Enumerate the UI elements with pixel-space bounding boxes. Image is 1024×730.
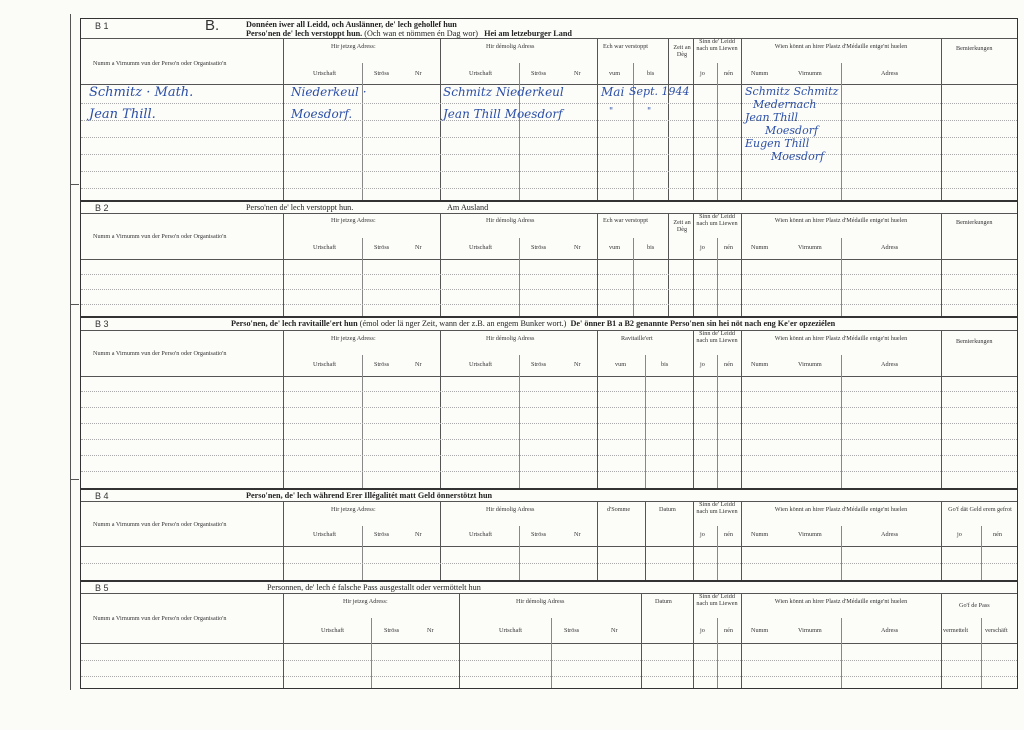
sub-first-name: Virnumm [798,531,822,538]
handwritten-from: " [609,107,614,117]
sub-no: nén [724,531,733,538]
sub-name: Numm [751,361,769,368]
sub-nr: Nr [574,531,581,538]
sub-first-name: Virnumm [798,244,822,251]
sub-first-name: Virnumm [798,361,822,368]
sub-no: nén [724,244,733,251]
section-title: Perso'nen, de' lech ravitaille'ert hun (émol oder lä nger Zeit, wann der z.B. an engem Bunker wort.) De' önner B1 a B2 genannte Perso'nen sin hei nöt nach eng Ke'er opzeziélen [231,319,836,328]
sub-place: Urtschaft [313,244,337,251]
col-hidden: Ech war verstoppt [603,217,649,224]
section-title: Donnéen iwer all Leidd, och Auslänner, de' lech gehollef hun [246,20,457,29]
col-remarks: Bemierkungen [956,45,993,52]
section-title: Perso'nen, de' lech während Erer Illégalitét matt Geld önnerstötzt hun [246,491,493,500]
sub-name: Numm [751,70,769,77]
handwritten-name: Jean Thill. [89,107,156,122]
sub-nr: Nr [574,361,581,368]
col-current-address: Hir jetzeg Adress: [331,43,376,50]
handwritten-from: Mai [601,85,625,99]
sub-no: nén [724,70,733,77]
col-time: Zeit an Dèg [673,219,691,233]
sub-yes: jo [957,531,962,538]
col-time: Zeit an Dèg [673,44,691,58]
section-b3 [80,317,1018,489]
sub-address: Adress [881,627,899,634]
sub-to: bis [661,361,669,368]
col-then-address: Hir démolig Adress [516,598,565,605]
sub-street: Ströss [384,627,400,634]
sub-yes: jo [700,531,705,538]
col-then-address: Hir démolig Adress [486,217,535,224]
sub-name: Numm [751,244,769,251]
section-b2 [80,201,1018,317]
sub-no: nén [724,361,733,368]
sub-street: Ströss [374,70,390,77]
sub-street: Ströss [531,531,547,538]
col-date: Datum [655,598,672,605]
sub-place: Urtschaft [313,361,337,368]
sub-no: nén [993,531,1002,538]
handwritten-then-address: Schmitz Niederkeul [443,85,564,99]
sub-nr: Nr [574,70,581,77]
sub-place: Urtschaft [469,531,493,538]
sub-nr: Nr [427,627,434,634]
col-medal: Wien könnt an hirer Plastz d'Médaille entge'nt huelen [774,43,908,50]
sub-place: Urtschaft [469,244,493,251]
sub-street: Ströss [531,244,547,251]
sub-no: nén [724,627,733,634]
sub-nr: Nr [415,70,422,77]
sub-place: Urtschaft [313,70,337,77]
section-subtitle: Perso'nen de' lech verstoppt hun. (Och wan et nömmen én Dag wor) Hei am letzeburger Land [246,29,572,38]
col-date: Datum [659,506,676,513]
col-current-address: Hir jetzeg Adress: [331,335,376,342]
sub-address: Adress [881,244,899,251]
sub-address: Adress [881,70,899,77]
sub-yes: jo [700,627,705,634]
section-code: B 3 [95,319,109,329]
sub-first-name: Virnumm [798,70,822,77]
col-then-address: Hir démolig Adress [486,43,535,50]
handwritten-medal: Jean Thill [745,111,799,124]
sub-from: vum [615,361,627,368]
sub-to: bis [647,244,655,251]
sub-issued: vermettelt [943,627,969,634]
sub-street: Ströss [374,244,390,251]
col-remarks: Bemierkungen [956,338,993,345]
sub-name: Numm [751,531,769,538]
col-medal: Wien könnt an hirer Plastz d'Médaille entge'nt huelen [774,335,908,342]
sub-place: Urtschaft [469,361,493,368]
sub-street: Ströss [531,361,547,368]
sub-forged: verschäft [985,627,1008,634]
col-name-header: Numm a Virnumm vun der Perso'n oder Organisatio'n [93,233,227,240]
sub-yes: jo [700,361,705,368]
sub-place: Urtschaft [313,531,337,538]
col-hidden: Ech war verstoppt [603,43,649,50]
col-current-address: Hir jetzeg Adress: [331,506,376,513]
sub-nr: Nr [611,627,618,634]
sub-nr: Nr [415,531,422,538]
col-medal: Wien könnt an hirer Plastz d'Médaille entge'nt huelen [774,506,908,513]
handwritten-name: Schmitz · Math. [89,85,194,100]
col-medal: Wien könnt an hirer Plastz d'Médaille entge'nt huelen [774,598,908,605]
sub-street: Ströss [374,531,390,538]
col-money-returned: Go'f dät Geld erem gefrot [948,506,1012,513]
sub-address: Adress [881,531,899,538]
section-b5 [80,581,1018,689]
col-suffered: Sinn de' Leidd nach um Liewen [696,501,738,515]
sub-street: Ströss [564,627,580,634]
section-b4 [80,489,1018,581]
sub-nr: Nr [574,244,581,251]
sub-address: Adress [881,361,899,368]
col-suffered: Sinn de' Leidd nach um Liewen [696,330,738,344]
col-name-header: Numm a Virnumm vun der Perso'n oder Organisatio'n [93,60,227,67]
sub-nr: Nr [415,244,422,251]
sub-yes: jo [700,244,705,251]
sub-place: Urtschaft [469,70,493,77]
sub-first-name: Virnumm [798,627,822,634]
sub-place: Urtschaft [321,627,345,634]
handwritten-medal: Schmitz Schmitz [745,85,839,98]
handwritten-medal: Eugen Thill [745,137,810,150]
sub-from: vum [609,70,621,77]
col-current-address: Hir jetzeg Adress: [331,217,376,224]
sub-yes: jo [700,70,705,77]
col-suffered: Sinn de' Leidd nach um Liewen [696,593,738,607]
col-suffered: Sinn de' Leidd nach um Liewen [696,213,738,227]
section-code: B 2 [95,203,109,213]
sub-place: Urtschaft [499,627,523,634]
section-code: B 1 [95,21,109,31]
handwritten-current-address: Niederkeul · [291,85,367,99]
col-medal: Wien könnt an hirer Plastz d'Médaille entge'nt huelen [774,217,908,224]
form-sheet [70,14,1021,690]
col-suffered: Sinn de' Leidd nach um Liewen [696,38,738,52]
handwritten-to: Sept. 1944 [629,85,690,98]
section-code: B 5 [95,583,109,593]
section-letter: B. [205,17,220,34]
col-name-header: Numm a Virnumm vun der Perso'n oder Organisatio'n [93,350,227,357]
col-then-address: Hir démolig Adress [486,506,535,513]
handwritten-medal: Moesdorf [765,124,819,137]
sub-street: Ströss [374,361,390,368]
handwritten-then-address: Jean Thill Moesdorf [443,107,563,121]
section-title: Perso'nen de' lech verstoppt hun. [246,203,354,212]
sub-from: vum [609,244,621,251]
sub-street: Ströss [531,70,547,77]
sub-name: Numm [751,627,769,634]
col-name-header: Numm a Virnumm vun der Perso'n oder Organisatio'n [93,615,227,622]
col-then-address: Hir démolig Adress [486,335,535,342]
col-remarks: Bemierkungen [956,219,993,226]
handwritten-to: " [647,107,652,117]
col-sum: d'Somme [607,506,631,513]
section-title: Personnen, de' lech é falsche Pass ausgestallt oder vermöttelt hun [267,583,481,592]
col-supplied: Ravitaille'ert [621,335,653,342]
handwritten-medal: Moesdorf [771,150,825,163]
section-code: B 4 [95,491,109,501]
col-current-address: Hir jetzeg Adress: [343,598,388,605]
section-place: Am Ausland [447,203,489,212]
sub-to: bis [647,70,655,77]
col-pass: Go'f de Pass [959,602,990,609]
section-b1 [80,18,1018,201]
col-name-header: Numm a Virnumm vun der Perso'n oder Organisatio'n [93,521,227,528]
handwritten-medal: Medernach [753,98,817,111]
handwritten-current-address: Moesdorf. [291,107,353,121]
sub-nr: Nr [415,361,422,368]
